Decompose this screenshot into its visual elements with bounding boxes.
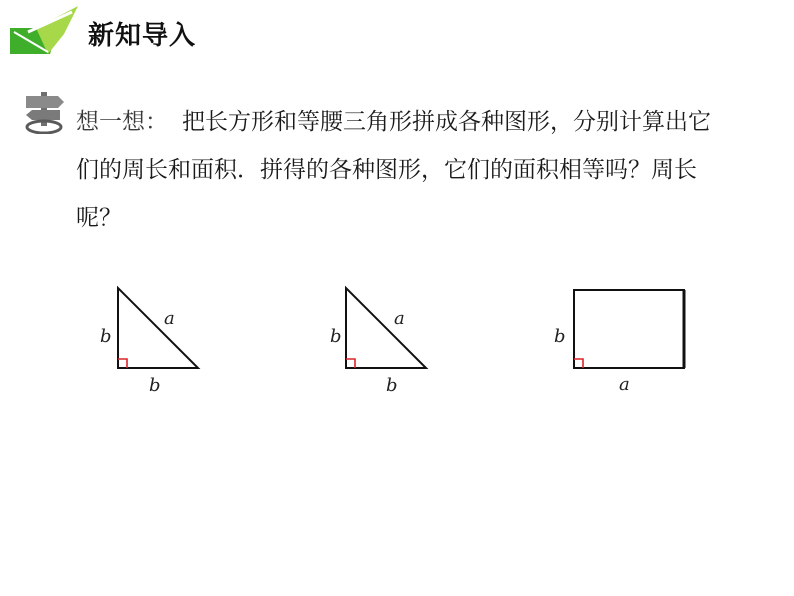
signpost-think-icon	[20, 88, 70, 134]
rectangle-left-label: b	[554, 326, 566, 347]
triangle-2-hypotenuse-label: a	[394, 308, 405, 329]
triangle-figure-2	[324, 282, 444, 402]
right-angle-mark-3	[574, 359, 583, 368]
rectangle-bottom-label: a	[619, 374, 630, 395]
triangle-2-left-label: b	[330, 326, 342, 347]
right-angle-mark-2	[346, 359, 355, 368]
page-title: 新知导入	[88, 21, 197, 51]
triangle-1-shape	[118, 288, 198, 368]
prompt-label: 想一想：	[76, 109, 168, 135]
rectangle-shape	[574, 290, 684, 368]
question-paragraph	[76, 98, 726, 242]
triangle-2-shape	[346, 288, 426, 368]
question-text: 把长方形和等腰三角形拼成各种图形，分别计算出它们的周长和面积．拼得的各种图形，它们的面积相等吗？周长呢？	[76, 109, 711, 231]
triangle-1-left-label: b	[100, 326, 112, 347]
triangle-2-bottom-label: b	[386, 375, 398, 396]
triangle-1-bottom-label: b	[149, 375, 161, 396]
triangle-1-hypotenuse-label: a	[164, 308, 175, 329]
triangle-figure-1	[96, 282, 216, 402]
right-angle-mark-1	[118, 359, 127, 368]
rectangle-figure	[548, 282, 698, 402]
green-leaf-logo-icon	[8, 4, 82, 56]
